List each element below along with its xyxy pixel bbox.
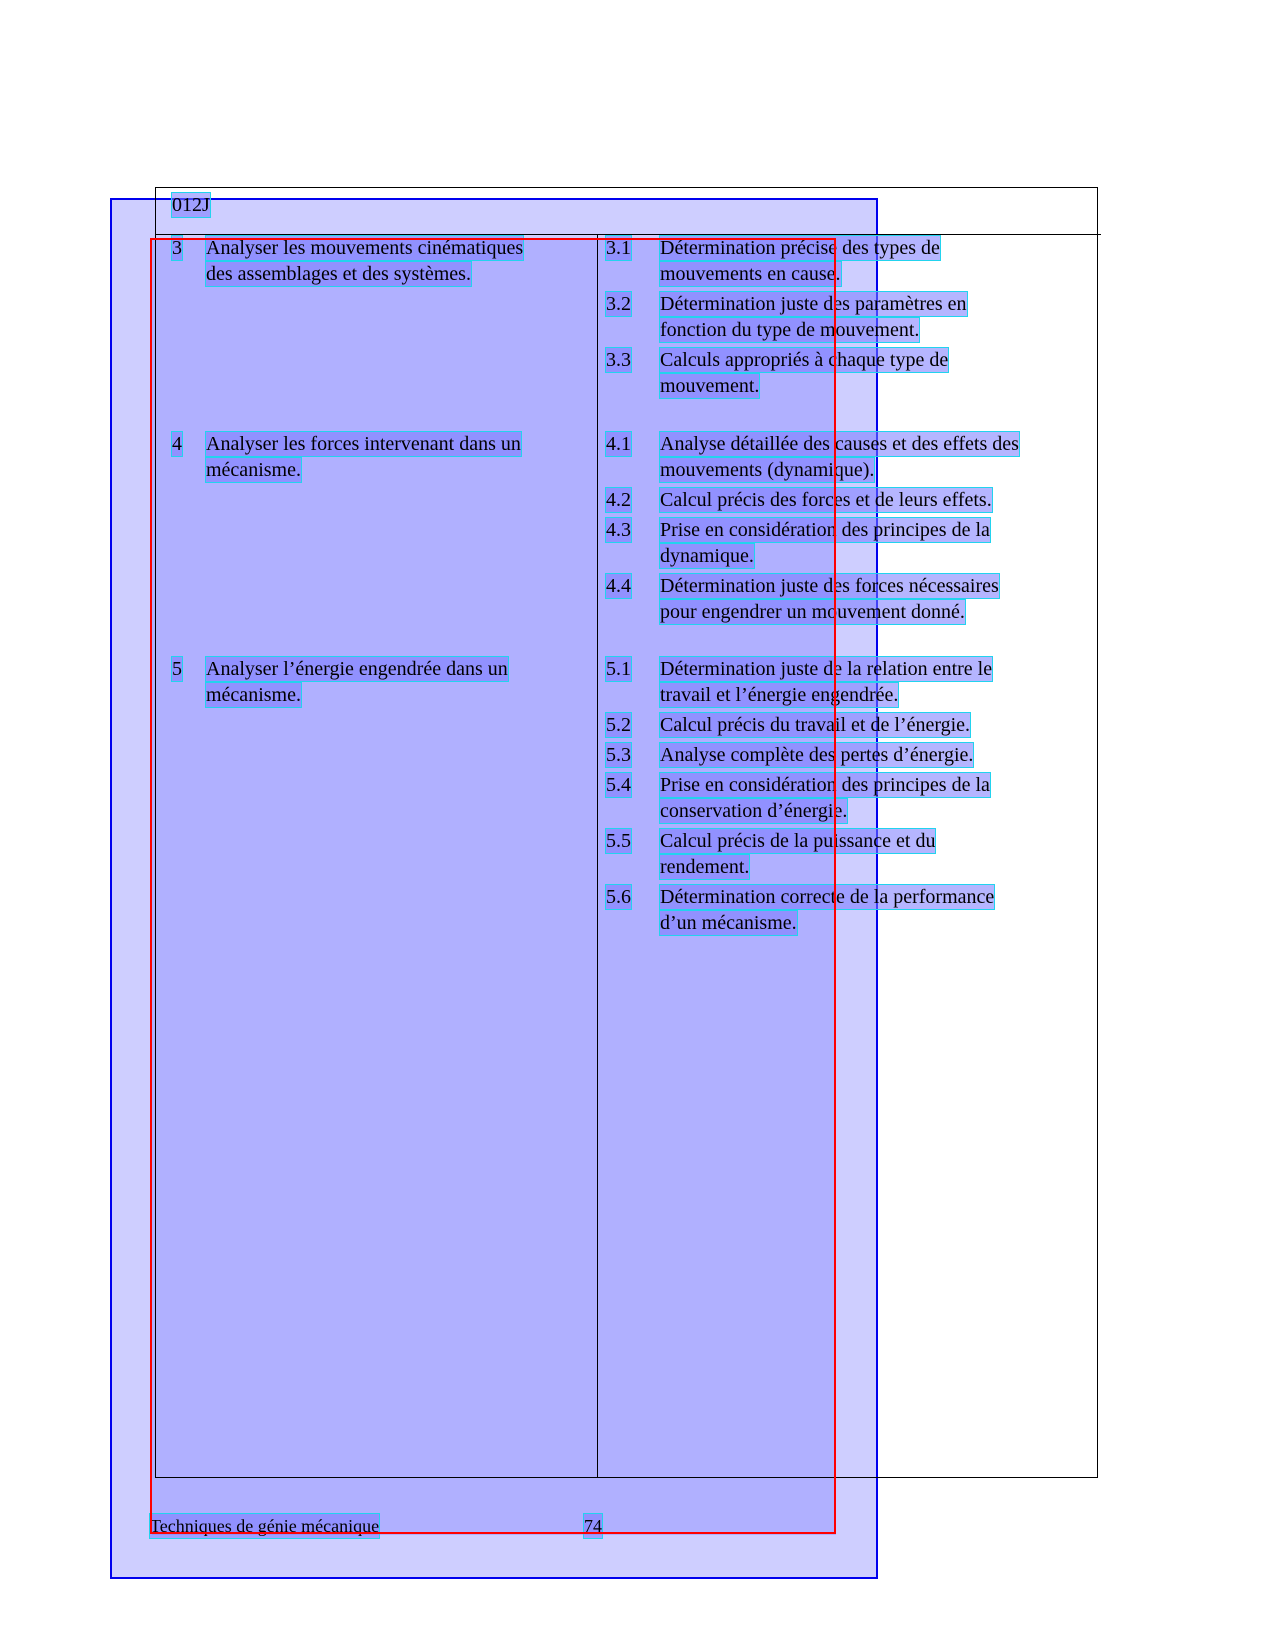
criterion-text-line: d’un mécanisme. [660,912,797,934]
competency-number: 3 [172,237,182,259]
criterion-text-line: mouvements en cause. [660,263,841,285]
criterion-text-line: Calcul précis du travail et de l’énergie. [660,714,971,736]
criterion-text-line: Détermination correcte de la performance [660,886,995,908]
criterion-number: 5.3 [606,744,631,766]
criterion-text-line: mouvements (dynamique). [660,459,875,481]
criterion-text-line: Calcul précis de la puissance et du [660,830,936,852]
competency-text-line: Analyser les forces intervenant dans un [206,433,521,455]
criterion-number: 5.5 [606,830,631,852]
footer-title: Techniques de génie mécanique [150,1516,380,1536]
criterion-number: 4.2 [606,489,631,511]
criterion-text-line: dynamique. [660,545,754,567]
criterion-text-line: Prise en considération des principes de la [660,774,990,796]
competency-text-line: mécanisme. [206,459,301,481]
criterion-text-line: Détermination juste de la relation entre le [660,658,993,680]
competency-code: 012J [172,194,210,216]
criterion-text-line: conservation d’énergie. [660,800,848,822]
overlay-red-box [150,238,836,1534]
criterion-text-line: Analyse détaillée des causes et des effets des [660,433,1019,455]
competency-number: 5 [172,658,182,680]
competency-text-line: mécanisme. [206,684,301,706]
criterion-text-line: mouvement. [660,375,760,397]
criterion-number: 5.2 [606,714,631,736]
criterion-number: 5.6 [606,886,631,908]
criterion-text-line: pour engendrer un mouvement donné. [660,601,965,623]
competency-text-line: des assemblages et des systèmes. [206,263,471,285]
footer-page-number: 74 [584,1516,602,1536]
criterion-number: 4.3 [606,519,631,541]
criterion-number: 4.4 [606,575,631,597]
criterion-number: 4.1 [606,433,631,455]
criterion-text-line: Détermination juste des forces nécessaires [660,575,999,597]
criterion-text-line: rendement. [660,856,750,878]
criterion-text-line: Analyse complète des pertes d’énergie. [660,744,974,766]
criterion-number: 5.4 [606,774,631,796]
criterion-text-line: fonction du type de mouvement. [660,319,920,341]
criterion-number: 3.2 [606,293,631,315]
competency-text-line: Analyser les mouvements cinématiques [206,237,524,259]
competency-number: 4 [172,433,182,455]
criterion-number: 3.1 [606,237,631,259]
criterion-text-line: Calculs appropriés à chaque type de [660,349,949,371]
criterion-text-line: Calcul précis des forces et de leurs effets. [660,489,992,511]
criterion-number: 3.3 [606,349,631,371]
table-header-rule [155,234,1101,235]
criterion-text-line: Prise en considération des principes de la [660,519,990,541]
criterion-text-line: Détermination précise des types de [660,237,940,259]
criterion-text-line: travail et l’énergie engendrée. [660,684,899,706]
criterion-number: 5.1 [606,658,631,680]
competency-text-line: Analyser l’énergie engendrée dans un [206,658,508,680]
criterion-text-line: Détermination juste des paramètres en [660,293,967,315]
